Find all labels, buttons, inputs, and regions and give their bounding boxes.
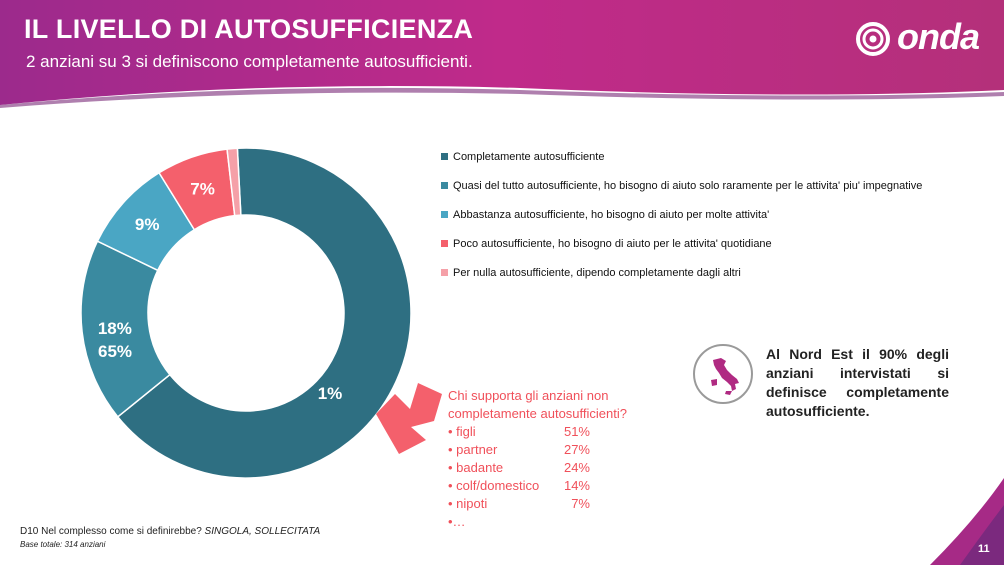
callout-label: •… (448, 514, 466, 529)
legend-label: Per nulla autosufficiente, dipendo completamente dagli altri (453, 266, 741, 279)
callout-label: • partner (448, 442, 498, 457)
callout-value: 24% (563, 460, 590, 475)
onda-logo-text: onda (897, 16, 979, 57)
legend-label: Poco autosufficiente, ho bisogno di aiuto per le attivita' quotidiane (453, 237, 772, 250)
donut-slice-label: 18% (97, 319, 132, 339)
callout-label: • figli (448, 424, 476, 439)
legend-label: Quasi del tutto autosufficiente, ho bisogno di aiuto solo raramente per le attivita' piu' impegnative (453, 179, 923, 192)
donut-slice-label: 1% (317, 384, 343, 403)
donut-slice-label: 7% (190, 179, 215, 199)
page-number: 11 (978, 543, 990, 555)
legend-label: Completamente autosufficiente (453, 150, 605, 163)
callout-question: completamente autosufficienti? (448, 406, 627, 421)
callout-value: 7% (571, 496, 590, 511)
callout-label: • badante (448, 460, 504, 475)
donut-slice-label: 9% (134, 215, 160, 235)
callout-value: 14% (563, 478, 590, 493)
callout-label: • nipoti (448, 496, 488, 511)
callout-question: Chi supporta gli anziani non (448, 388, 609, 403)
legend-label: Abbastanza autosufficiente, ho bisogno di aiuto per molte attivita' (453, 208, 770, 221)
footer-base: Base totale: 314 anziani (20, 540, 106, 549)
note-text: Al Nord Est il 90% degli anziani intervistati si definisce completamente autosufficiente. (766, 346, 949, 419)
footer-question-text: D10 Nel complesso come si definirebbe? (20, 526, 202, 537)
callout-value: 51% (563, 424, 590, 439)
page-title: IL LIVELLO DI AUTOSUFFICIENZA (24, 14, 474, 44)
callout-label: • colf/domestico (448, 478, 540, 493)
donut-slice-label: 65% (97, 342, 133, 361)
footer-question-type: SINGOLA, SOLLECITATA (204, 526, 321, 537)
page-subtitle: 2 anziani su 3 si definiscono completamente autosufficienti. (26, 52, 473, 71)
callout-value: 27% (563, 442, 590, 457)
